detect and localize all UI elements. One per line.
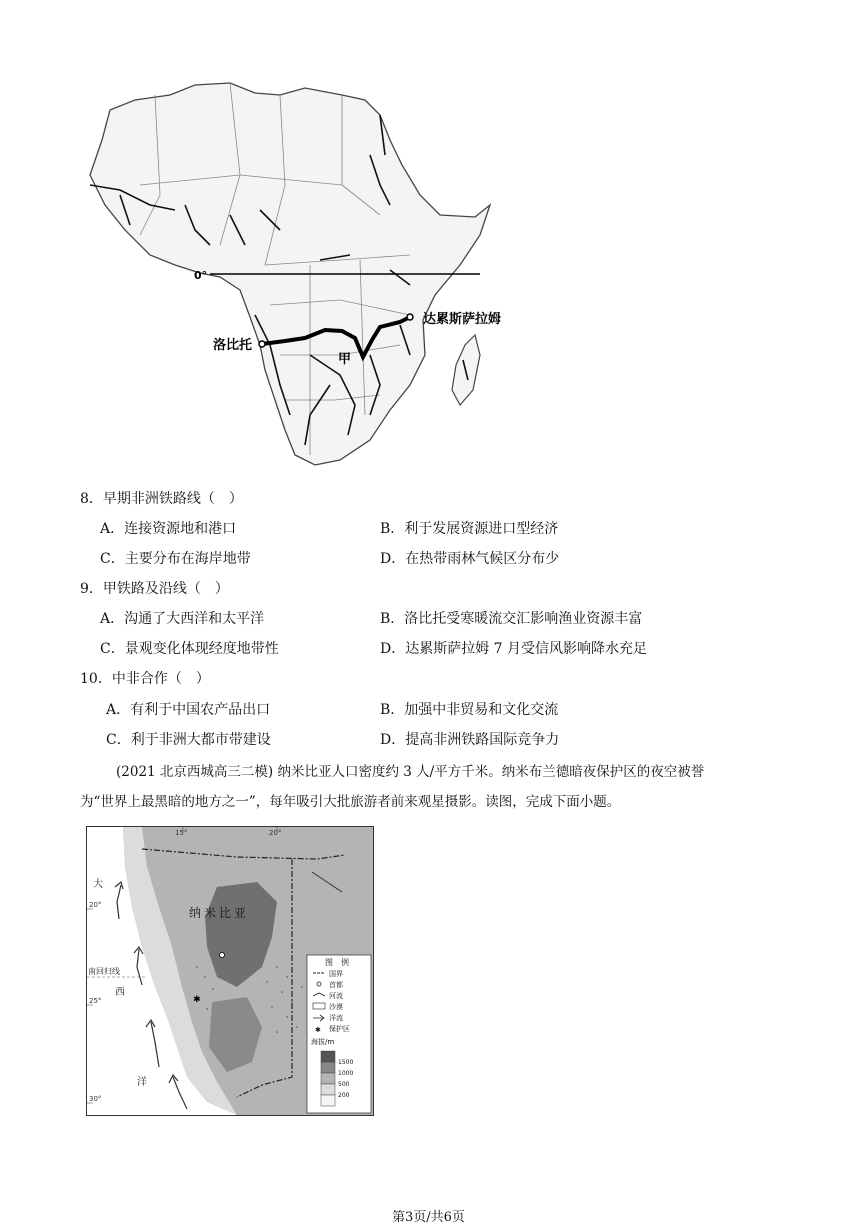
question-8-option-a[interactable]: A．连接资源地和港口	[100, 521, 237, 537]
legend-elev-title: 海拔/m	[311, 1038, 335, 1046]
question-8-option-d[interactable]: D．在热带雨林气候区分布少	[380, 551, 560, 567]
legend-item-river: 河流	[329, 992, 343, 1000]
namibia-map-svg	[87, 827, 373, 1115]
question-8-option-c[interactable]: C．主要分布在海岸地带	[100, 551, 251, 567]
reserve-marker: ✱	[193, 995, 201, 1005]
question-10-option-b[interactable]: B．加强中非贸易和文化交流	[380, 702, 559, 718]
question-9-option-a[interactable]: A．沟通了大西洋和太平洋	[100, 611, 265, 627]
legend-item-reserve: 保护区	[329, 1025, 350, 1033]
lobito-marker	[259, 341, 265, 347]
question-9-option-c[interactable]: C．景观变化体现经度地带性	[100, 641, 279, 657]
question-8-stem: 8．早期非洲铁路线（ ）	[80, 491, 243, 507]
legend-title: 图 例	[325, 958, 349, 967]
page-footer: 第3页/共6页	[392, 1210, 465, 1225]
equator-label: 0°	[194, 269, 208, 282]
lat-label-25: 25°	[89, 997, 102, 1005]
passage-line-2: 为“世界上最黑暗的地方之一”，每年吸引大批旅游者前来观星摄影。读图，完成下面小题。	[80, 794, 621, 810]
lat-label-20: 20°	[89, 901, 102, 909]
legend-elev-200: 200	[338, 1092, 350, 1099]
lobito-label: 洛比托	[213, 338, 253, 353]
legend-elev-500: 500	[338, 1081, 350, 1088]
dar-es-salaam-marker	[407, 314, 413, 320]
question-8-option-b[interactable]: B．利于发展资源进口型经济	[380, 521, 559, 537]
namibia-map	[86, 826, 374, 1116]
tropic-label: 南回归线	[88, 967, 120, 976]
ocean-char-1: 大	[93, 879, 103, 890]
ocean-char-3: 洋	[137, 1077, 147, 1088]
legend-elev-1000: 1000	[338, 1070, 354, 1077]
svg-text:✱: ✱	[315, 1026, 321, 1034]
legend-elev-1500: 1500	[338, 1059, 354, 1066]
question-10-option-a[interactable]: A．有利于中国农产品出口	[106, 702, 271, 718]
question-10-option-c[interactable]: C．利于非洲大都市带建设	[106, 732, 271, 748]
lon-label-20: 20°	[269, 829, 282, 837]
lon-label-15: 15°	[175, 829, 188, 837]
country-label: 纳米比亚	[189, 906, 250, 920]
legend-item-border: 国界	[329, 970, 343, 978]
capital-marker	[220, 953, 225, 958]
question-9-option-d[interactable]: D．达累斯萨拉姆 7 月受信风影响降水充足	[380, 641, 648, 657]
africa-railway-map	[80, 55, 505, 470]
legend-item-capital: 首都	[329, 981, 343, 989]
railway-jia-label: 甲	[338, 352, 352, 367]
dar-es-salaam-label: 达累斯萨拉姆	[423, 312, 502, 327]
map-legend	[307, 955, 371, 1113]
legend-item-desert: 沙漠	[329, 1003, 343, 1011]
ocean-char-2: 西	[115, 987, 125, 998]
question-9-stem: 9．甲铁路及沿线（ ）	[80, 581, 229, 597]
passage-line-1: (2021 北京西城高三二模) 纳米比亚人口密度约 3 人/平方千米。纳米布兰德暗夜保护区的夜空被誉	[116, 764, 705, 780]
lat-label-30: 30°	[89, 1095, 102, 1103]
question-10-option-d[interactable]: D．提高非洲铁路国际竞争力	[380, 732, 560, 748]
legend-item-current: 洋流	[329, 1014, 343, 1022]
question-9-option-b[interactable]: B．洛比托受寒暖流交汇影响渔业资源丰富	[380, 611, 643, 627]
question-10-stem: 10．中非合作（ ）	[80, 671, 210, 687]
